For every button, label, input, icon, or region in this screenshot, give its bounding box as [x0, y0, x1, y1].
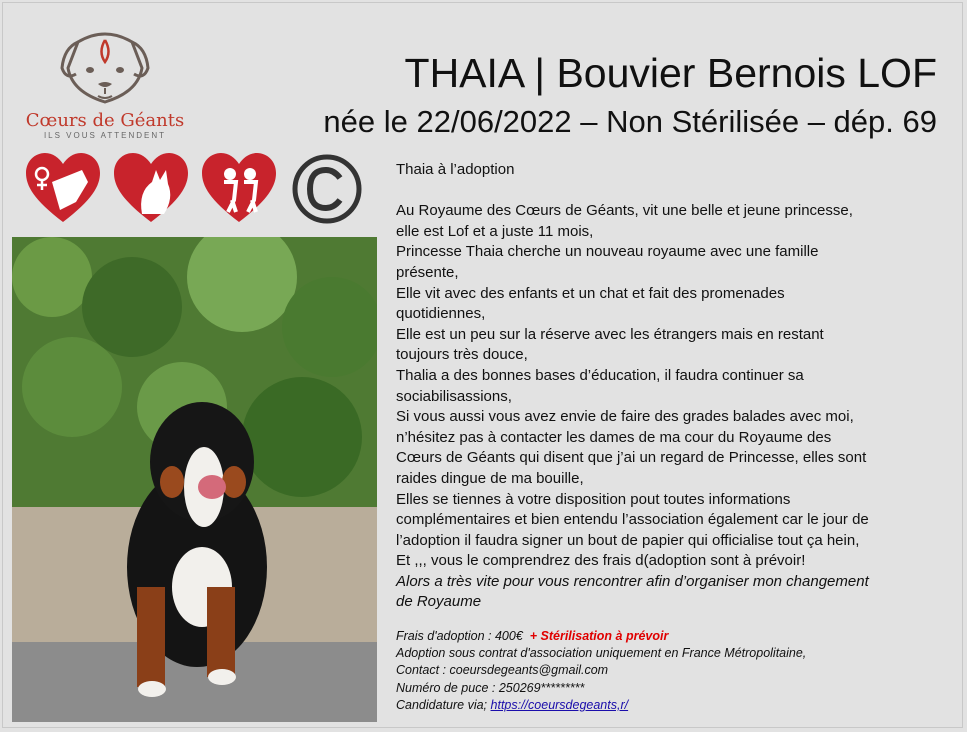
text-line: quotidiennes,: [396, 305, 486, 323]
adoption-info: [396, 628, 946, 714]
application-link[interactable]: https://coeursdegeants,r/: [490, 697, 629, 712]
gender-heart-icon: [24, 152, 102, 224]
intro-line: Thaia à l’adoption: [396, 161, 515, 178]
text-line: elle est Lof et a juste 11 mois,: [396, 222, 594, 240]
text-line: Thalia a des bonnes bases d’éducation, il faudra continuer sa: [396, 366, 804, 384]
text-line: présente,: [396, 263, 459, 281]
association-logo: [20, 22, 190, 144]
logo-name: Cœurs de Géants: [25, 110, 185, 131]
page-subtitle: née le 22/06/2022 – Non Stérilisée – dép. 69: [323, 104, 937, 139]
text-line: Au Royaume des Cœurs de Géants, vit une belle et jeune princesse,: [396, 202, 853, 220]
application-line: [396, 697, 946, 714]
text-line: Si vous aussi vous avez envie de faire des grades balades avec moi,: [396, 408, 854, 426]
contact-line: Contact : coeursdegeants@gmail.com: [396, 663, 609, 678]
text-line: l’adoption il faudra signer un bout de papier qui officialise tout ça hein,: [396, 531, 860, 549]
text-line: sociabilisassions,: [396, 387, 512, 405]
sterilization-note: + Stérilisation à prévoir: [529, 629, 669, 643]
logo-tagline: ILS VOUS ATTENDENT: [43, 131, 167, 140]
application-label: Candidature via;: [396, 697, 488, 712]
cat-heart-icon: [112, 152, 190, 224]
closing-line: Alors a très vite pour vous rencontrer afin d’organiser mon changement: [396, 572, 869, 590]
closing-line: de Royaume: [396, 593, 482, 611]
text-line: Et ,,, vous le comprendrez des frais d(adoption sont à prévoir!: [396, 552, 806, 570]
text-line: Princesse Thaia cherche un nouveau royaume avec une famille: [396, 243, 819, 261]
page-title: THAIA | Bouvier Bernois LOF: [404, 50, 937, 96]
children-heart-icon: [200, 152, 278, 224]
text-line: Elles se tiennes à votre disposition pout toutes informations: [396, 490, 791, 508]
text-line: n’hésitez pas à contacter les dames de ma cour du Royaume des: [396, 428, 832, 446]
text-line: Elle est un peu sur la réserve avec les étrangers mais en restant: [396, 325, 824, 343]
contract-line: Adoption sous contrat d'association uniquement en France Métropolitaine,: [396, 646, 807, 661]
dog-face-icon: [20, 22, 190, 112]
fees-line: [396, 628, 946, 645]
copyright-icon: [290, 152, 364, 226]
text-line: toujours très douce,: [396, 346, 528, 364]
dog-photo: [12, 237, 377, 722]
text-line: raides dingue de ma bouille,: [396, 469, 584, 487]
fees-text: Frais d'adoption : 400€: [396, 629, 523, 643]
text-line: complémentaires et bien entendu l’association également car le jour de: [396, 511, 869, 529]
text-line: Cœurs de Géants qui disent que j’ai un regard de Princesse, elles sont: [396, 449, 867, 467]
text-line: Elle vit avec des enfants et un chat et fait des promenades: [396, 284, 785, 302]
chip-line: Numéro de puce : 250269*********: [396, 680, 585, 695]
adoption-description: [396, 160, 946, 613]
